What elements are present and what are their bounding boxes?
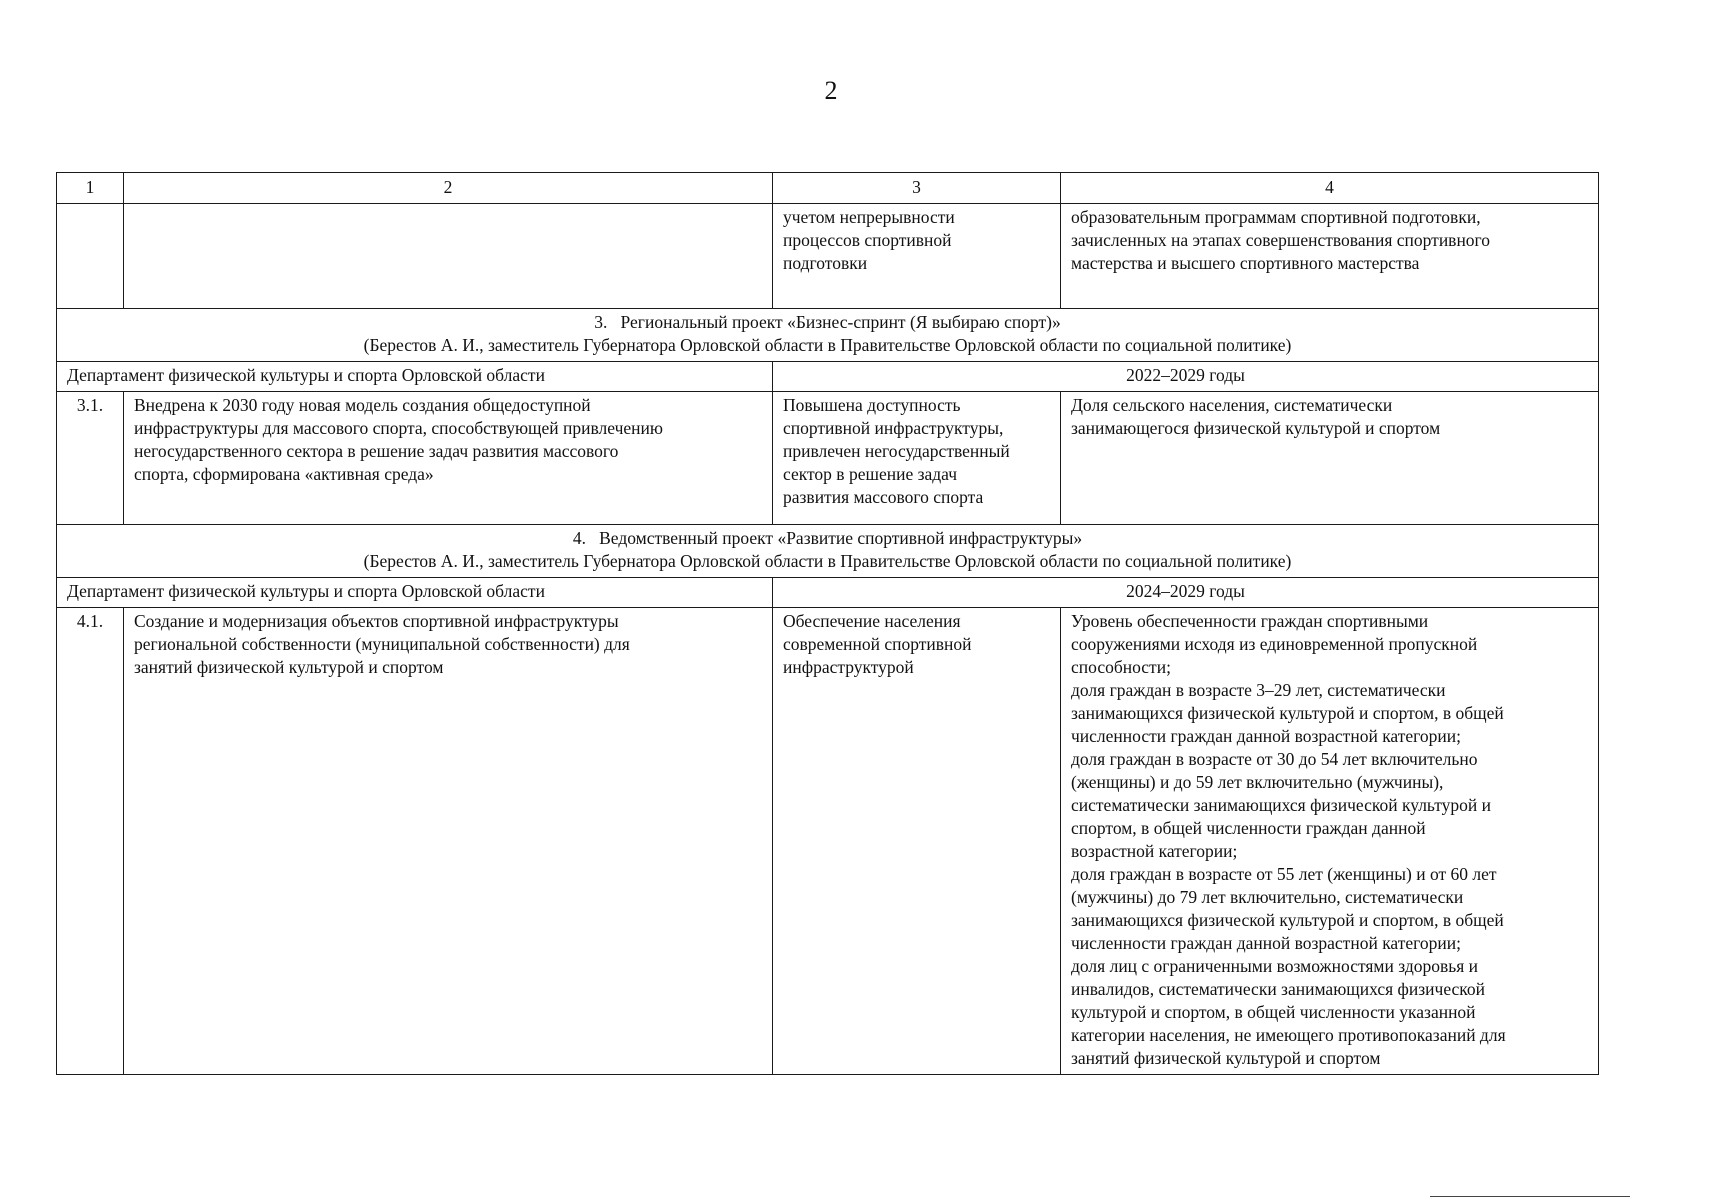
text-line: инфраструктуры для массового спорта, способствующей привлечению — [134, 418, 663, 438]
page-number: 2 — [824, 76, 838, 105]
text-line: занятий физической культурой и спортом — [1071, 1048, 1381, 1068]
text-line: систематически занимающихся физической культурой и — [1071, 795, 1492, 815]
text-line: занятий физической культурой и спортом — [134, 657, 444, 677]
text-line: занимающихся физической культурой и спортом, в общей — [1071, 910, 1504, 930]
table-row — [57, 204, 1599, 309]
table-cell — [773, 608, 1061, 1075]
text-line: доля граждан в возрасте 3–29 лет, систематически — [1071, 680, 1446, 700]
text-line: привлечен негосударственный — [783, 441, 1010, 461]
text-line: возрастной категории; — [1071, 841, 1238, 861]
text-line: численности граждан данной возрастной категории; — [1071, 933, 1461, 953]
table-cell — [57, 204, 124, 309]
text-line: Доля сельского населения, систематически — [1071, 395, 1393, 415]
period-cell: 2022–2029 годы — [773, 362, 1599, 392]
header-cell: 3 — [773, 173, 1061, 204]
header-cell: 2 — [124, 173, 773, 204]
header-cell: 1 — [57, 173, 124, 204]
text-line: мастерства и высшего спортивного мастерства — [1071, 253, 1420, 273]
section-header-row — [57, 525, 1599, 578]
text-line: спорта, сформирована «активная среда» — [134, 464, 434, 484]
text-line: (женщины) и до 59 лет включительно (мужчины), — [1071, 772, 1444, 792]
text-line: процессов спортивной — [783, 230, 952, 250]
text-line: Внедрена к 2030 году новая модель создания общедоступной — [134, 395, 591, 415]
text-line: развития массового спорта — [783, 487, 984, 507]
text-line: (мужчины) до 79 лет включительно, систематически — [1071, 887, 1464, 907]
table-cell — [1061, 608, 1599, 1075]
department-row — [57, 362, 1599, 392]
text-line: категории населения, не имеющего противопоказаний для — [1071, 1025, 1506, 1045]
text-line: подготовки — [783, 253, 868, 273]
table-header-row — [57, 173, 1599, 204]
table-cell — [773, 392, 1061, 525]
text-line: учетом непрерывности — [783, 207, 955, 227]
text-line: сектор в решение задач — [783, 464, 958, 484]
text-line: негосударственного сектора в решение задач развития массового — [134, 441, 619, 461]
text-line: инфраструктурой — [783, 657, 914, 677]
text-line: Создание и модернизация объектов спортивной инфраструктуры — [134, 611, 619, 631]
indicators-table — [56, 172, 1599, 1075]
text-line: инвалидов, систематически занимающихся физической — [1071, 979, 1486, 999]
text-line: региональной собственности (муниципальной собственности) для — [134, 634, 630, 654]
table-cell — [124, 392, 773, 525]
text-line: способности; — [1071, 657, 1171, 677]
section-header — [57, 309, 1599, 362]
text-line: спортом, в общей численности граждан данной — [1071, 818, 1426, 838]
table-row — [57, 608, 1599, 1075]
text-line: Уровень обеспеченности граждан спортивными — [1071, 611, 1429, 631]
section-title: 3. Региональный проект «Бизнес-спринт (Я выбираю спорт)» — [594, 312, 1061, 332]
text-line: Обеспечение населения — [783, 611, 961, 631]
text-line: культурой и спортом, в общей численности указанной — [1071, 1002, 1476, 1022]
table-row — [57, 392, 1599, 525]
section-title: 4. Ведомственный проект «Развитие спортивной инфраструктуры» — [572, 528, 1083, 548]
section-header — [57, 525, 1599, 578]
scan-edge-line — [1430, 1196, 1630, 1197]
table-cell — [1061, 204, 1599, 309]
text-line: сооружениями исходя из единовременной пропускной — [1071, 634, 1478, 654]
header-cell: 4 — [1061, 173, 1599, 204]
text-line: доля граждан в возрасте от 30 до 54 лет включительно — [1071, 749, 1478, 769]
department-row — [57, 578, 1599, 608]
text-line: доля граждан в возрасте от 55 лет (женщины) и от 60 лет — [1071, 864, 1497, 884]
section-header-row — [57, 309, 1599, 362]
table-cell — [773, 204, 1061, 309]
table-cell — [124, 204, 773, 309]
text-line: Повышена доступность — [783, 395, 961, 415]
text-line: спортивной инфраструктуры, — [783, 418, 1004, 438]
department-cell: Департамент физической культуры и спорта Орловской области — [57, 578, 773, 608]
text-line: доля лиц с ограниченными возможностями здоровья и — [1071, 956, 1479, 976]
text-line: современной спортивной — [783, 634, 972, 654]
section-subtitle: (Берестов А. И., заместитель Губернатора Орловской области в Правительстве Орловской области по социальной политике) — [363, 335, 1292, 355]
period-cell: 2024–2029 годы — [773, 578, 1599, 608]
row-number: 4.1. — [57, 608, 124, 1075]
text-line: образовательным программам спортивной подготовки, — [1071, 207, 1481, 227]
row-number: 3.1. — [57, 392, 124, 525]
text-line: занимающегося физической культурой и спортом — [1071, 418, 1441, 438]
text-line: занимающихся физической культурой и спортом, в общей — [1071, 703, 1504, 723]
table-cell — [124, 608, 773, 1075]
text-line: зачисленных на этапах совершенствования спортивного — [1071, 230, 1491, 250]
section-subtitle: (Берестов А. И., заместитель Губернатора Орловской области в Правительстве Орловской области по социальной политике) — [363, 551, 1292, 571]
text-line: численности граждан данной возрастной категории; — [1071, 726, 1461, 746]
department-cell: Департамент физической культуры и спорта Орловской области — [57, 362, 773, 392]
table-cell — [1061, 392, 1599, 525]
